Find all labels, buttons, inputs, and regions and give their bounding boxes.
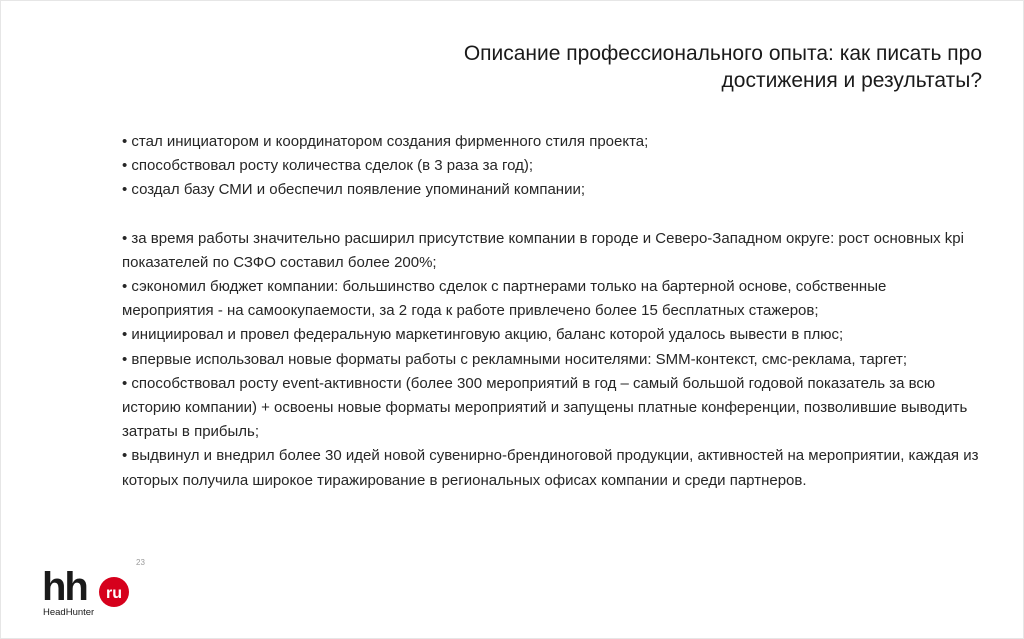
list-item: • впервые использовал новые форматы работы с рекламными носителями: SMM-контекст, смс-реклама, таргет; [122,350,908,368]
list-item: • способствовал росту количества сделок (в 3 раза за год); [122,157,534,175]
list-item: • инициировал и провел федеральную маркетинговую акцию, баланс которой удалось вывести в плюс; [122,326,844,344]
slide-title [282,40,982,94]
paragraph-gap [122,203,982,227]
list-item: • выдвинул и внедрил более 30 идей новой сувенирно-брендиноговой продукции, активностей на мероприятии, каждая из которых получила широкое тиражирование в региональных офисах компании и среди партнеров. [122,447,979,489]
title-line-1: Описание профессионального опыта: как писать про [463,42,982,65]
achievements-list [122,130,982,493]
list-item: • способствовал росту event-активности (более 300 мероприятий в год – самый большой годовой показатель за всю историю компании) + освоены новые форматы мероприятий и запущены платные конференции, позволившие выводить затраты в прибыль; [122,374,968,441]
logo-letters: hh [42,568,87,609]
list-item: • стал инициатором и координатором создания фирменного стиля проекта; [122,133,649,150]
list-item: • сэкономил бюджет компании: большинство сделок с партнерами только на бартерной основе, собственные мероприятия - на самоокупаемости, за 2 года к работе привлечено более 15 бесплатных стажеров; [122,278,887,320]
list-item: • создал базу СМИ и обеспечил появление упоминаний компании; [122,181,585,199]
title-line-2: достижения и результаты? [721,69,982,92]
logo-caption: HeadHunter [43,607,95,618]
headhunter-logo [42,568,142,620]
list-item: • за время работы значительно расширил присутствие компании в городе и Северо-Западном округе: рост основных kpi показателей по СЗФО составил более 200%; [122,229,964,271]
page-number: 23 [136,558,145,567]
logo-badge-text: ru [106,585,122,602]
